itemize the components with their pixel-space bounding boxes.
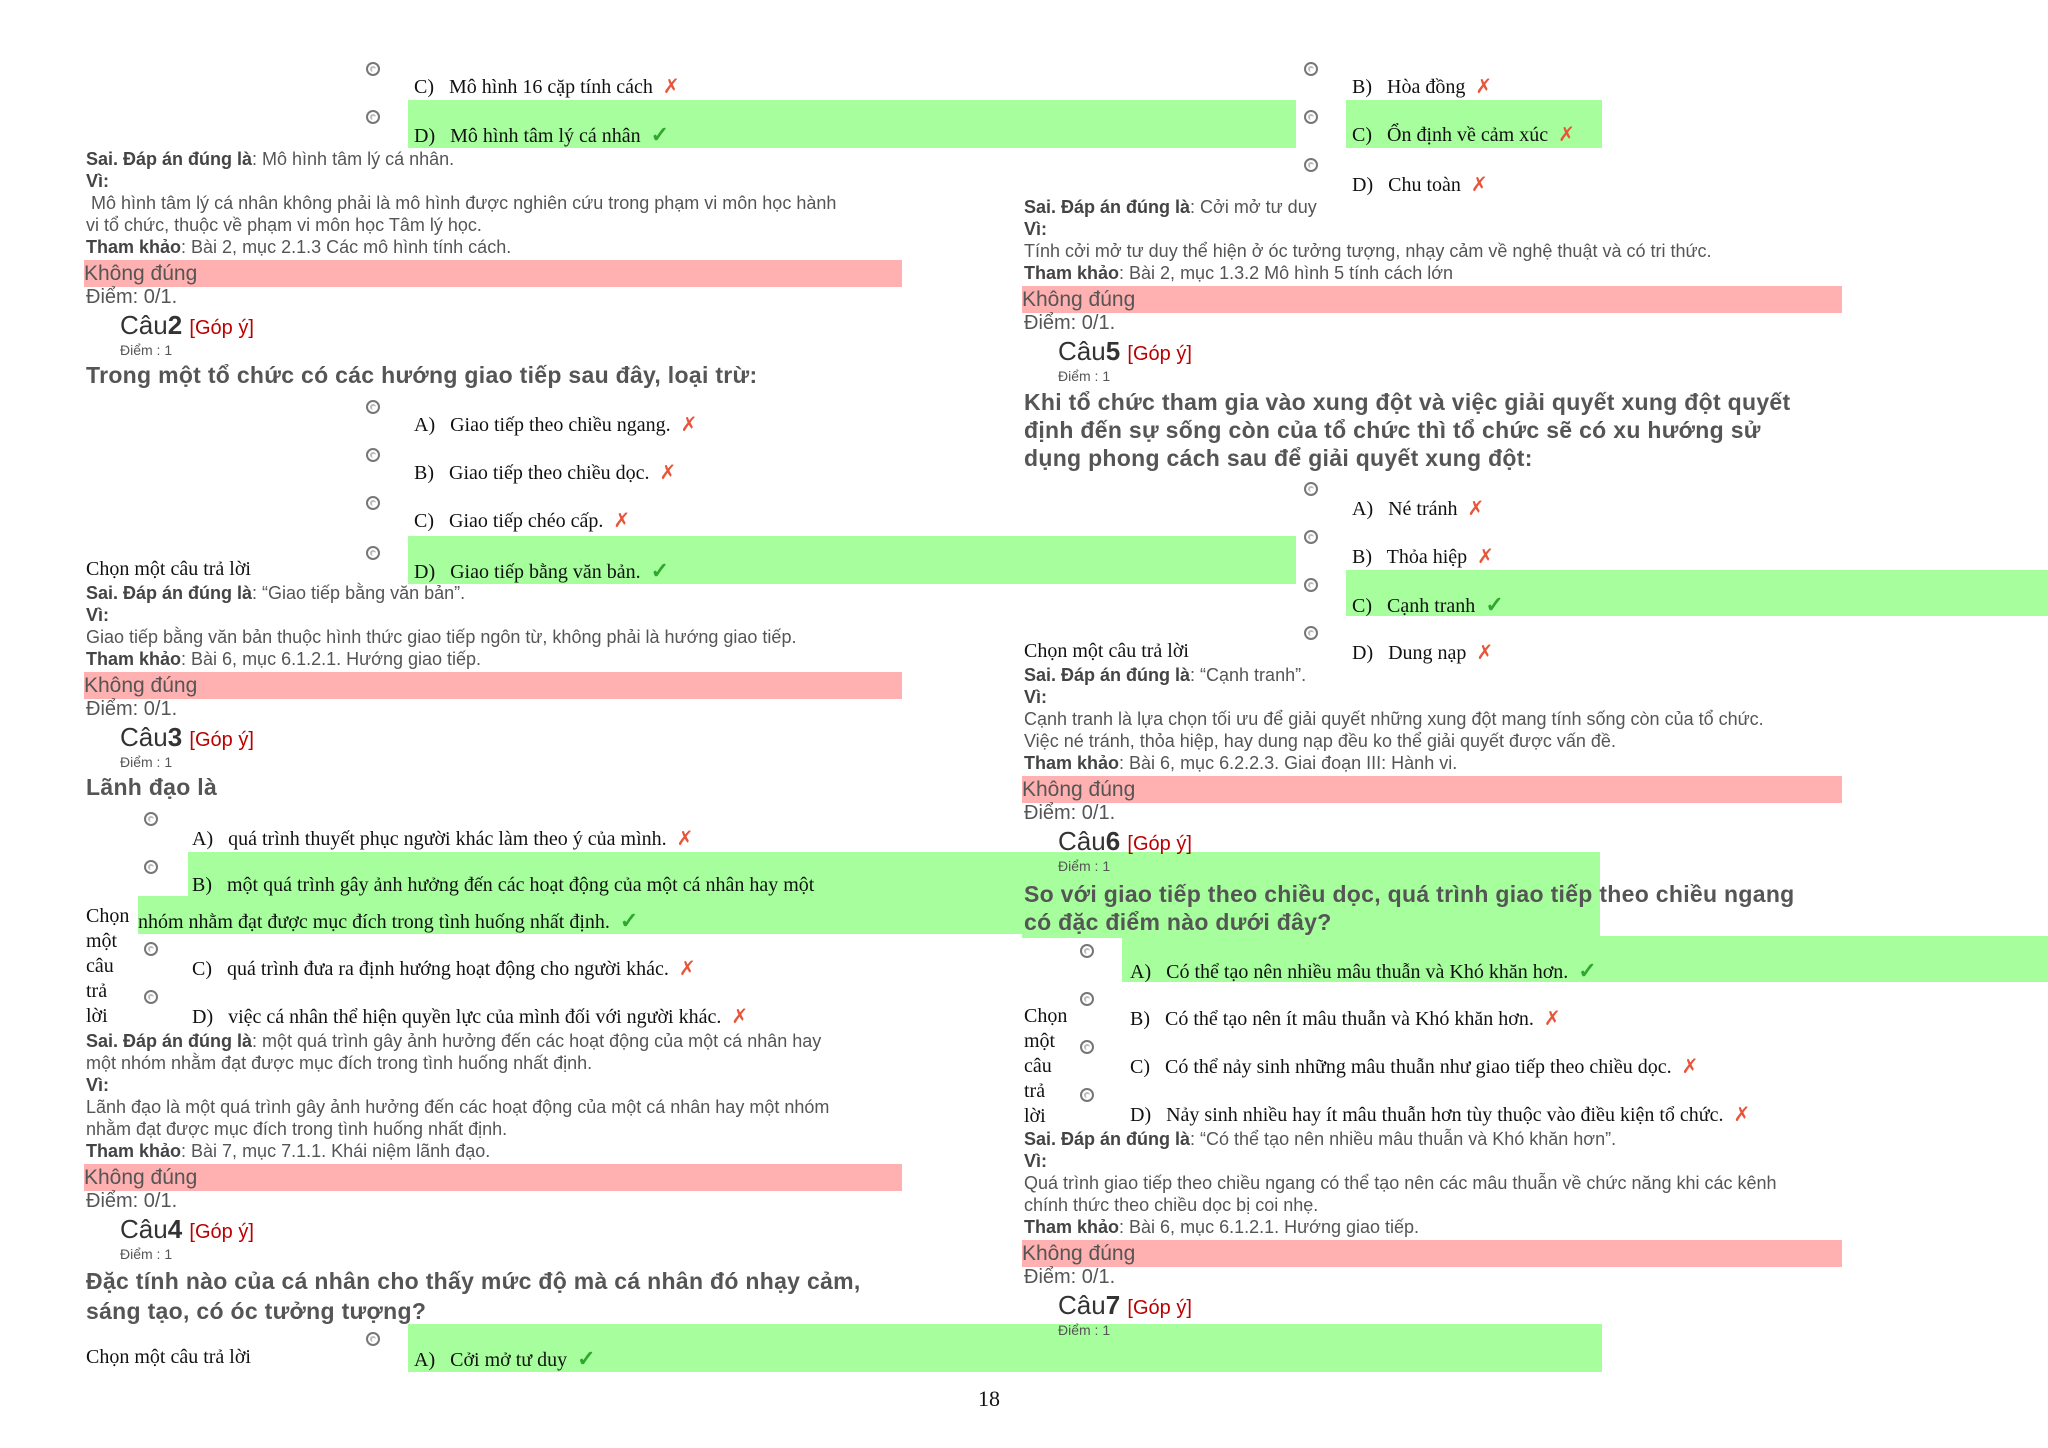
score-text: Điểm: 0/1. bbox=[86, 698, 178, 720]
points-label: Điểm : 1 bbox=[1058, 858, 1111, 874]
option-q1-c: C) Mô hình 16 cặp tính cách ✗ bbox=[414, 76, 680, 98]
question-text: Đặc tính nào của cá nhân cho thấy mức độ mà cá nhân đó nhạy cảm, sáng tạo, có óc tưởng tượng? bbox=[86, 1268, 861, 1324]
wrong-mark-icon: ✗ bbox=[1681, 1056, 1699, 1078]
page-number: 18 bbox=[978, 1386, 1000, 1411]
radio-button[interactable] bbox=[1304, 62, 1318, 76]
question-text: So với giao tiếp theo chiều dọc, quá trình giao tiếp theo chiều ngang có đặc điểm nào dưới đây? bbox=[1024, 881, 1795, 935]
wrong-mark-icon: ✗ bbox=[662, 76, 680, 98]
radio-button[interactable] bbox=[366, 448, 380, 462]
correct-mark-icon: ✓ bbox=[650, 558, 670, 583]
option-q4-c: C) Ổn định về cảm xúc ✗ bbox=[1352, 124, 1575, 146]
correct-mark-icon: ✓ bbox=[1578, 958, 1597, 983]
question-number: Câu6 [Góp ý] bbox=[1058, 826, 1192, 856]
radio-button[interactable] bbox=[366, 1332, 380, 1346]
radio-button[interactable] bbox=[1304, 578, 1318, 592]
question-number: Câu5 [Góp ý] bbox=[1058, 336, 1192, 366]
correct-mark-icon: ✓ bbox=[1485, 592, 1504, 617]
feedback-link[interactable]: [Góp ý] bbox=[189, 729, 254, 751]
option-q6-c: C) Có thể nảy sinh những mâu thuẫn như giao tiếp theo chiều dọc. ✗ bbox=[1130, 1056, 1699, 1078]
incorrect-banner: Không đúng bbox=[1022, 286, 1842, 313]
choose-one-label: Chọn một câu trả lời bbox=[1024, 640, 1189, 662]
option-q6-a: A) Có thể tạo nên nhiều mâu thuẫn và Khó khăn hơn. ✓ bbox=[1130, 958, 1597, 983]
option-q4-b: B) Hòa đồng ✗ bbox=[1352, 76, 1493, 98]
question-number: Câu7 [Góp ý] bbox=[1058, 1290, 1192, 1320]
option-q6-b: B) Có thể tạo nên ít mâu thuẫn và Khó khăn hơn. ✗ bbox=[1130, 1008, 1561, 1030]
incorrect-banner: Không đúng bbox=[1022, 776, 1842, 803]
answer-feedback: Sai. Đáp án đúng là: “Giao tiếp bằng văn bản”. Vì: Giao tiếp bằng văn bản thuộc hình thức giao tiếp ngôn từ, không phải là hướng giao tiếp. Tham khảo: Bài 6, mục 6.1.2.1. Hướng giao tiếp. bbox=[86, 583, 797, 669]
option-q3-d: D) việc cá nhân thể hiện quyền lực của mình đối với người khác. ✗ bbox=[192, 1006, 749, 1028]
score-text: Điểm: 0/1. bbox=[1024, 802, 1116, 824]
radio-button[interactable] bbox=[1080, 1040, 1094, 1054]
question-number: Câu4 [Góp ý] bbox=[120, 1214, 254, 1244]
radio-button[interactable] bbox=[1080, 992, 1094, 1006]
wrong-mark-icon: ✗ bbox=[1476, 642, 1494, 664]
radio-button[interactable] bbox=[1304, 626, 1318, 640]
option-q3-b: B) một quá trình gây ảnh hưởng đến các hoạt động của một cá nhân hay một bbox=[192, 874, 815, 896]
radio-button[interactable] bbox=[144, 860, 158, 874]
wrong-mark-icon: ✗ bbox=[1733, 1104, 1751, 1126]
answer-feedback: Sai. Đáp án đúng là: Cởi mở tư duy Vì: Tính cởi mở tư duy thể hiện ở óc tưởng tượng, nhạy cảm về nghệ thuật và có tri thức. Tham khảo: Bài 2, mục 1.3.2 Mô hình 5 tính cách lớn bbox=[1024, 197, 1712, 283]
radio-button[interactable] bbox=[366, 400, 380, 414]
radio-button[interactable] bbox=[1080, 1088, 1094, 1102]
option-q2-b: B) Giao tiếp theo chiều dọc. ✗ bbox=[414, 462, 677, 484]
option-q5-b: B) Thỏa hiệp ✗ bbox=[1352, 546, 1494, 568]
question-number: Câu2 [Góp ý] bbox=[120, 310, 254, 340]
feedback-link[interactable]: [Góp ý] bbox=[189, 317, 254, 339]
wrong-mark-icon: ✗ bbox=[1543, 1008, 1561, 1030]
wrong-mark-icon: ✗ bbox=[659, 462, 677, 484]
option-q1-d: D) Mô hình tâm lý cá nhân ✓ bbox=[414, 122, 670, 147]
wrong-mark-icon: ✗ bbox=[1477, 546, 1494, 568]
score-text: Điểm: 0/1. bbox=[1024, 1266, 1116, 1288]
option-q2-c: C) Giao tiếp chéo cấp. ✗ bbox=[414, 510, 631, 532]
radio-button[interactable] bbox=[366, 110, 380, 124]
radio-button[interactable] bbox=[1080, 944, 1094, 958]
incorrect-banner: Không đúng bbox=[1022, 1240, 1842, 1267]
radio-button[interactable] bbox=[144, 942, 158, 956]
option-q2-a: A) Giao tiếp theo chiều ngang. ✗ bbox=[414, 414, 698, 436]
correct-mark-icon: ✓ bbox=[650, 122, 670, 147]
score-text: Điểm: 0/1. bbox=[86, 286, 178, 308]
radio-button[interactable] bbox=[144, 812, 158, 826]
feedback-link[interactable]: [Góp ý] bbox=[1127, 833, 1192, 855]
score-text: Điểm: 0/1. bbox=[1024, 312, 1116, 334]
option-q5-d: D) Dung nạp ✗ bbox=[1352, 642, 1494, 664]
correct-mark-icon: ✓ bbox=[577, 1346, 596, 1371]
wrong-mark-icon: ✗ bbox=[731, 1006, 749, 1028]
option-q3-b-line2: nhóm nhằm đạt được mục đích trong tình huống nhất định. ✓ bbox=[138, 908, 639, 933]
answer-feedback: Sai. Đáp án đúng là: “Có thể tạo nên nhiều mâu thuẫn và Khó khăn hơn”. Vì: Quá trình giao tiếp theo chiều ngang có thể tạo nên các mâu thuẫn về chức năng khi các kênh chính thức theo chiều dọc bị coi nhẹ. Tham khảo: Bài 6, mục 6.1.2.1. Hướng giao tiếp. bbox=[1024, 1129, 1777, 1237]
radio-button[interactable] bbox=[366, 62, 380, 76]
points-label: Điểm : 1 bbox=[1058, 1322, 1111, 1338]
radio-button[interactable] bbox=[1304, 158, 1318, 172]
feedback-link[interactable]: [Góp ý] bbox=[1127, 1297, 1192, 1319]
wrong-mark-icon: ✗ bbox=[676, 828, 694, 850]
question-text: Trong một tổ chức có các hướng giao tiếp sau đây, loại trừ: bbox=[86, 362, 758, 388]
radio-button[interactable] bbox=[1304, 110, 1318, 124]
answer-feedback: Sai. Đáp án đúng là: một quá trình gây ảnh hưởng đến các hoạt động của một cá nhân hay một nhóm nhằm đạt được mục đích trong tình huống nhất định. Vì: Lãnh đạo là một quá trình gây ảnh hưởng đến các hoạt động của một cá nhân hay một nhóm nhằm đạt được mục đích trong tình huống nhất định. Tham khảo: Bài 7, mục 7.1.1. Khái niệm lãnh đạo. bbox=[86, 1031, 830, 1161]
radio-button[interactable] bbox=[366, 496, 380, 510]
feedback-link[interactable]: [Góp ý] bbox=[189, 1221, 254, 1243]
points-label: Điểm : 1 bbox=[120, 1246, 173, 1262]
choose-one-label: Chọn một câu trả lời bbox=[86, 558, 251, 580]
wrong-mark-icon: ✗ bbox=[1558, 124, 1575, 146]
wrong-mark-icon: ✗ bbox=[680, 414, 698, 436]
radio-button[interactable] bbox=[1304, 530, 1318, 544]
choose-one-label: Chọn một câu trả lời bbox=[86, 1346, 251, 1368]
wrong-mark-icon: ✗ bbox=[613, 510, 631, 532]
radio-button[interactable] bbox=[1304, 482, 1318, 496]
incorrect-banner: Không đúng bbox=[84, 672, 902, 699]
choose-one-label: Chọn một câu trả lời bbox=[86, 905, 130, 1027]
question-number: Câu3 [Góp ý] bbox=[120, 722, 254, 752]
incorrect-banner: Không đúng bbox=[84, 1164, 902, 1191]
option-q2-d: D) Giao tiếp bằng văn bản. ✓ bbox=[414, 558, 670, 583]
option-q6-d: D) Nảy sinh nhiều hay ít mâu thuẫn hơn tùy thuộc vào điều kiện tổ chức. ✗ bbox=[1130, 1104, 1751, 1126]
choose-one-label: Chọn một câu trả lời bbox=[1024, 1005, 1068, 1127]
wrong-mark-icon: ✗ bbox=[1467, 498, 1485, 520]
points-label: Điểm : 1 bbox=[1058, 368, 1111, 384]
answer-feedback: Sai. Đáp án đúng là: “Cạnh tranh”. Vì: Cạnh tranh là lựa chọn tối ưu để giải quyết những xung đột mang tính sống còn của tổ chức. Việc né tránh, thỏa hiệp, hay dung nạp đều ko thể giải quyết được vấn đề. Tham khảo: Bài 6, mục 6.2.2.3. Giai đoạn III: Hành vi. bbox=[1024, 665, 1764, 773]
question-text: Lãnh đạo là bbox=[86, 774, 218, 800]
wrong-mark-icon: ✗ bbox=[1475, 76, 1493, 98]
wrong-mark-icon: ✗ bbox=[1470, 174, 1488, 196]
correct-mark-icon: ✓ bbox=[619, 908, 639, 933]
score-text: Điểm: 0/1. bbox=[86, 1190, 178, 1212]
points-label: Điểm : 1 bbox=[120, 754, 173, 770]
option-q3-a: A) quá trình thuyết phục người khác làm theo ý của mình. ✗ bbox=[192, 828, 694, 850]
option-q5-c: C) Cạnh tranh ✓ bbox=[1352, 592, 1504, 617]
wrong-mark-icon: ✗ bbox=[678, 958, 696, 980]
option-q3-c: C) quá trình đưa ra định hướng hoạt động cho người khác. ✗ bbox=[192, 958, 696, 980]
question-text: Khi tổ chức tham gia vào xung đột và việc giải quyết xung đột quyết định đến sự sống còn của tổ chức thì tổ chức sẽ có xu hướng sử dụng phong cách sau để giải quyết xung đột: bbox=[1024, 389, 1791, 471]
answer-feedback: Sai. Đáp án đúng là: Mô hình tâm lý cá nhân. Vì: Mô hình tâm lý cá nhân không phải là mô hình được nghiên cứu trong phạm vi môn học hành vi tổ chức, thuộc về phạm vi môn học Tâm lý học. Tham khảo: Bài 2, mục 2.1.3 Các mô hình tính cách. bbox=[86, 149, 837, 257]
option-q4-a: A) Cởi mở tư duy ✓ bbox=[414, 1346, 596, 1371]
option-q5-a: A) Né tránh ✗ bbox=[1352, 498, 1485, 520]
incorrect-banner: Không đúng bbox=[84, 260, 902, 287]
radio-button[interactable] bbox=[144, 990, 158, 1004]
points-label: Điểm : 1 bbox=[120, 342, 173, 358]
feedback-link[interactable]: [Góp ý] bbox=[1127, 343, 1192, 365]
radio-button[interactable] bbox=[366, 546, 380, 560]
option-q4-d: D) Chu toàn ✗ bbox=[1352, 174, 1488, 196]
